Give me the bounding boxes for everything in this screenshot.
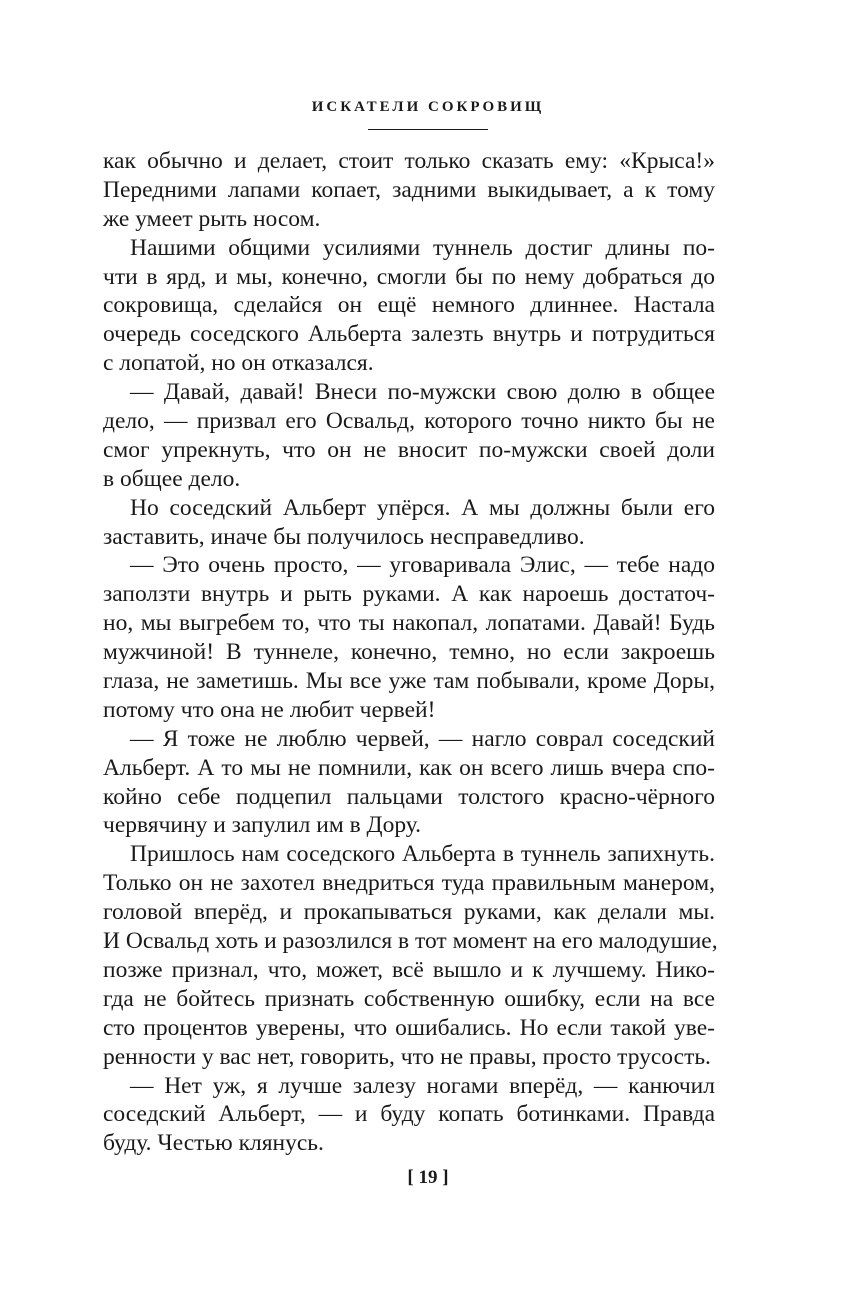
text-line: заползти внутрь и рыть руками. А как нароешь достаточ- (103, 581, 715, 608)
text-line: — Нет уж, я лучше залезу ногами вперёд, — канючил (130, 1072, 715, 1099)
text-line: ренности у вас нет, говорить, что не правы, просто трусость. (103, 1043, 711, 1070)
text-line: — Давай, давай! Внеси по-мужски свою долю в общее (130, 379, 715, 406)
text-line: Но соседский Альберт упёрся. А мы должны были его (130, 494, 715, 521)
text-line: смог упрекнуть, что он не вносит по-мужски своей доли (103, 436, 715, 463)
text-line: мужчиной! В туннеле, конечно, темно, но если закроешь (103, 639, 715, 666)
text-line: с лопатой, но он отказался. (103, 350, 374, 377)
text-line: буду. Честью клянусь. (103, 1130, 324, 1157)
text-line: соседский Альберт, — и буду копать ботинками. Правда (103, 1101, 715, 1128)
text-line: дело, — призвал его Освальд, которого точно никто бы не (103, 408, 715, 435)
text-line: сокровища, сделайся он ещё немного длиннее. Настала (103, 292, 715, 319)
text-line: Альберт. А то мы не помнили, как он всего лишь вчера спо- (103, 754, 715, 781)
text-line: гда не бойтесь признать собственную ошибку, если на все (103, 985, 715, 1012)
text-line: как обычно и делает, стоит только сказать ему: «Крыса!» (103, 148, 715, 174)
body-text (103, 147, 718, 1158)
page-number: [ 19 ] (407, 1167, 449, 1188)
text-line: койно себе подцепил пальцами толстого красно-чёрного (103, 783, 715, 810)
text-line: чти в ярд, и мы, конечно, смогли бы по нему добраться до (103, 263, 715, 290)
text-line: — Я тоже не люблю червей, — нагло соврал соседский (130, 725, 715, 752)
text-line: в общее дело. (103, 465, 241, 492)
text-line: глаза, не заметишь. Мы все уже там побывали, кроме Доры, (103, 668, 715, 695)
text-line: сто процентов уверены, что ошибались. Но если такой уве- (103, 1014, 715, 1041)
text-line: Пришлось нам соседского Альберта в туннель запихнуть. (130, 841, 715, 868)
text-line: очередь соседского Альберта залезть внутрь и потрудиться (103, 321, 715, 348)
text-line: — Это очень просто, — уговаривала Элис, — тебе надо (130, 552, 715, 579)
title-underline (368, 129, 488, 130)
text-line: потому что она не любит червей! (103, 696, 436, 723)
running-title: ИСКАТЕЛИ СОКРОВИЩ (311, 99, 545, 115)
text-line: головой вперёд, и прокапываться руками, как делали мы. (103, 899, 715, 926)
text-line: но, мы выгребем то, что ты накопал, лопатами. Давай! Будь (103, 610, 715, 637)
text-line: позже признал, что, может, всё вышло и к лучшему. Нико- (103, 956, 715, 983)
text-line: И Освальд хоть и разозлился в тот момент на его малодушие, (103, 928, 718, 955)
text-line: же умеет рыть носом. (103, 205, 321, 232)
text-line: заставить, иначе бы получилось несправедливо. (103, 523, 585, 550)
text-line: Передними лапами копает, задними выкидывает, а к тому (103, 176, 715, 203)
text-line: червячину и запулил им в Дору. (103, 812, 422, 839)
text-line: Нашими общими усилиями туннель достиг длины по- (130, 234, 715, 261)
text-line: Только он не захотел внедриться туда правильным манером, (103, 870, 715, 897)
